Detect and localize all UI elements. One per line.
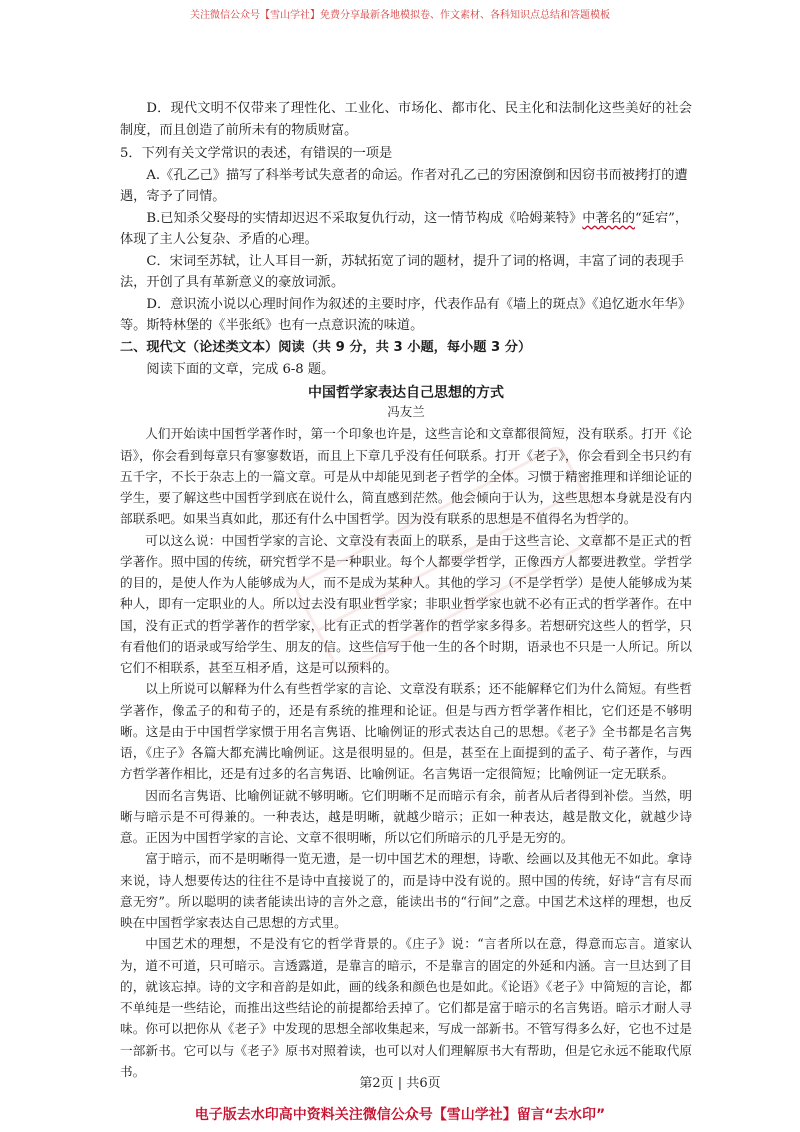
article-paragraph-5: 富于暗示，而不是明晰得一览无遗，是一切中国艺术的理想，诗歌、绘画以及其他无不如此。拿诗来说，诗人想要传达的往往不是诗中直接说了的，而是诗中没有说的。照中国的传统，好诗“言有尽而意无穷”。所以聪明的读者能读出诗的言外之意，能读出书的“行间”之意。中国艺术这样的理想，也反映在中国哲学家表达自己思想的方式里。: [120, 851, 692, 931]
article-paragraph-2: 可以这么说：中国哲学家的言论、文章没有表面上的联系，是由于这些言论、文章都不是正式的哲学著作。照中国的传统，研究哲学不是一种职业。每个人都要学哲学，正像西方人都要进教堂。学哲学的目的，是使人作为人能够成为人，而不是成为某种人。其他的学习（不是学哲学）是使人能够成为某种人，即有一定职业的人。所以过去没有职业哲学家；非职业哲学家也就不必有正式的哲学著作。在中国，没有正式的哲学著作的哲学家，比有正式的哲学著作的哲学家多得多。若想研究这些人的哲学，只有看他们的语录或写给学生、朋友的信。这些信写于他一生的各个时期，语录也不只是一人所记。所以它们不相联系，甚至互相矛盾，这是可以预料的。: [120, 532, 692, 676]
article-paragraph-3: 以上所说可以解释为什么有些哲学家的言论、文章没有联系；还不能解释它们为什么简短。有些哲学著作，像孟子的和荀子的，还是有系统的推理和论证。但是与西方哲学著作相比，它们还是不够明晰。这是由于中国哲学家惯于用名言隽语、比喻例证的形式表达自己的思想。《老子》全书都是名言隽语，《庄子》各篇大都充满比喻例证。这是很明显的。但是，甚至在上面提到的孟子、荀子著作，与西方哲学著作相比，还是有过多的名言隽语、比喻例证。名言隽语一定很简短；比喻例证一定无联系。: [120, 681, 692, 782]
document-body: [120, 98, 692, 1082]
q5-option-b-marked: 中著名的: [582, 210, 636, 226]
article-paragraph-6: 中国艺术的理想，不是没有它的哲学背景的。《庄子》说：“言者所以在意，得意而忘言。道家认为，道不可道，只可暗示。言透露道，是靠言的暗示，不是靠言的固定的外延和内涵。言一旦达到了目的，就该忘掉。诗的文字和音韵是如此，画的线条和颜色也是如此。《论语》《老子》中简短的言论，都不单纯是一些结论，而推出这些结论的前提都给丢掉了。它们都是富于暗示的名言隽语。暗示才耐人寻味。你可以把你从《老子》中发现的思想全部收集起来，写成一部新书。不管写得多么好，它也不过是一部新书。它可以与《老子》原书对照着读，也可以对人们理解原书大有帮助，但是它永远不能取代原书。: [120, 936, 692, 1079]
article-paragraph-4: 因而名言隽语、比喻例证就不够明晰。它们明晰不足而暗示有余，前者从后者得到补偿。当然，明晰与暗示是不可得兼的。一种表达，越是明晰，就越少暗示；正如一种表达，越是散文化，就越少诗意。正因为中国哲学家的言论、文章不很明晰，所以它们所暗示的几乎是无穷的。: [120, 787, 692, 846]
section2-heading: 二、现代文（论述类文本）阅读（共 9 分，共 3 小题，每小题 3 分）: [120, 339, 532, 355]
article-author: 冯友兰: [387, 404, 425, 420]
top-banner: 关注微信公众号【雪山学社】免费分享最新各地模拟卷、作文素材、各科知识点总结和答题模板: [190, 10, 610, 21]
q5-option-c: C．宋词至苏轼，让人耳目一新，苏轼拓宽了词的题材，提升了词的格调，丰富了词的表现手法，开创了具有革新意义的豪放词派。: [120, 253, 684, 291]
q4-option-d: D．现代文明不仅带来了理性化、工业化、市场化、都市化、民主化和法制化这些美好的社会制度，而且创造了前所未有的物质财富。: [120, 101, 692, 139]
article: [120, 383, 692, 1082]
q5-option-b: [120, 208, 692, 251]
section2-instruction: 阅读下面的文章，完成 6-8 题。: [146, 362, 335, 378]
page-number: 第2页 | 共6页: [359, 1076, 441, 1091]
footer-note: 电子版去水印高中资料关注微信公众号【雪山学社】留言“去水印”: [194, 1107, 606, 1123]
article-paragraph-1: 人们开始读中国哲学著作时，第一个印象也许是，这些言论和文章都很简短，没有联系。打开《论语》，你会看到每章只有寥寥数语，而且上下章几乎没有任何联系。打开《老子》，你会看到全书只约有五千字，不长于杂志上的一篇文章。可是从中却能见到老子哲学的全体。习惯于精密推理和详细论证的学生，要了解这些中国哲学到底在说什么，简直感到茫然。他会倾向于认为，这些思想本身就是没有内部联系吧。如果当真如此，那还有什么中国哲学。因为没有联系的思想是不值得名为哲学的。: [120, 426, 692, 527]
q5-option-a: A.《孔乙己》描写了科举考试失意者的命运。作者对孔乙己的穷困潦倒和因窃书而被拷打的遭遇，寄予了同情。: [120, 167, 688, 205]
q5-option-b-pre: B.已知杀父娶母的实情却迟迟不采取复仇行动，这一情节构成《哈姆莱特》: [146, 210, 583, 226]
q5-option-d: D．意识流小说以心理时间作为叙述的主要时序，代表作品有《墙上的斑点》《追忆逝水年华》等。斯特林堡的《半张纸》也有一点意识流的味道。: [120, 296, 692, 334]
q5-stem: 5．下列有关文学常识的表述，有错误的一项是: [120, 145, 393, 161]
q5-option-b-post: “延宕”，体现了主人公复杂、矛盾的心理。: [120, 210, 689, 248]
article-title: 中国哲学家表达自己思想的方式: [308, 385, 504, 402]
